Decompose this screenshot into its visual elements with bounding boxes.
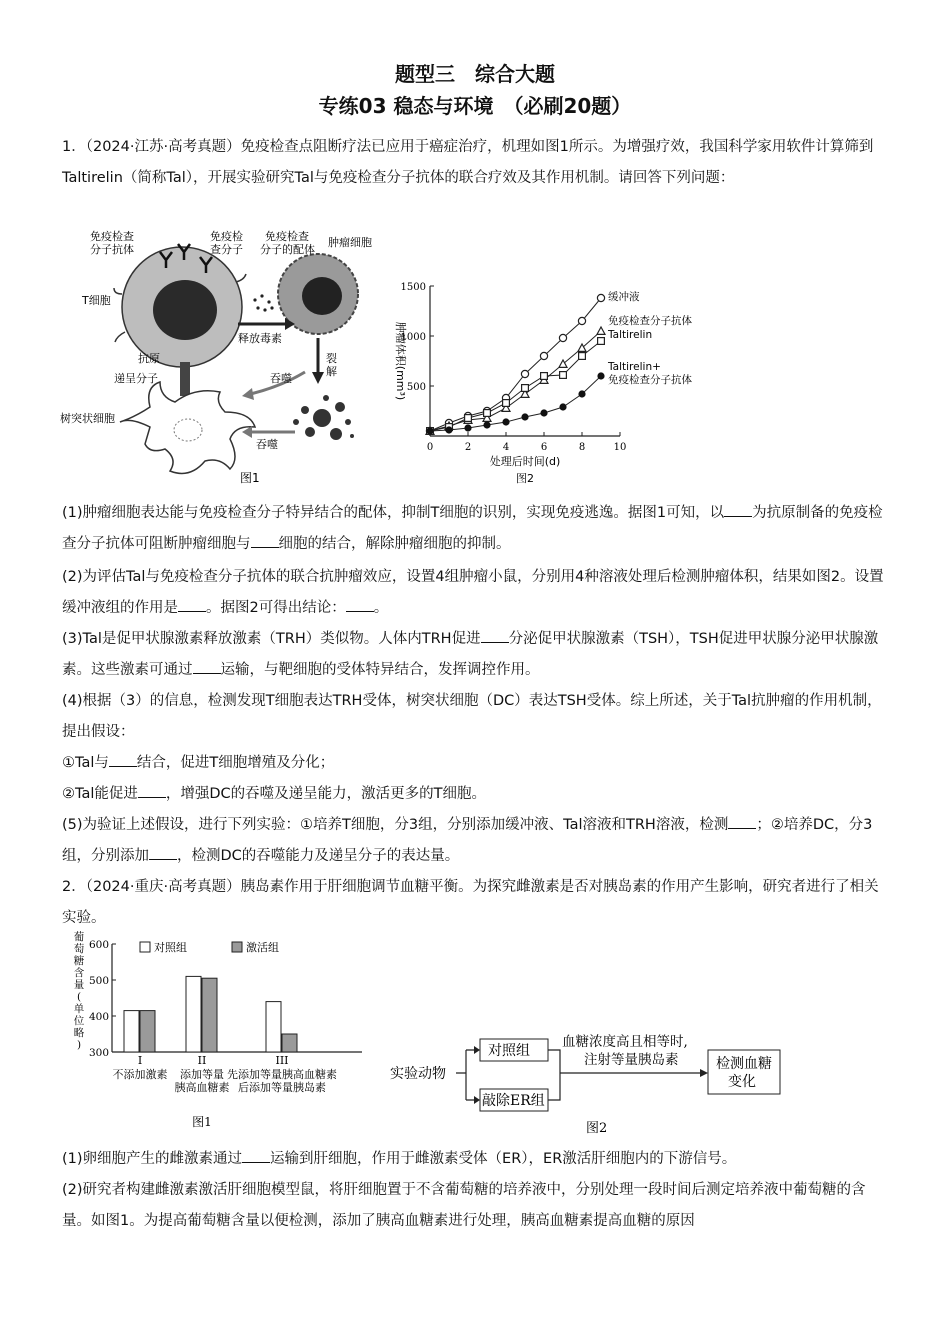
y-axis-label-char: 萄	[73, 943, 85, 955]
y-tick-label: 600	[88, 939, 109, 951]
answer-blank[interactable]	[728, 814, 756, 829]
page-subtitle: 专练03 稳态与环境 （必刷20题）	[318, 94, 632, 118]
lysis-arrowhead	[312, 372, 324, 384]
x-tick-label: 8	[578, 442, 586, 453]
q1-part-5	[62, 810, 892, 872]
question-2-intro: 2．（2024·重庆·高考真题）胰岛素作用于肝细胞调节血糖平衡。为探究雌激素是否对胰岛素的作用产生影响，研究者进行了相关实验。	[62, 879, 879, 926]
flow-condition-text-1: 血糖浓度高且相等时,	[562, 1034, 688, 1050]
label-ligand-2: 分子的配体	[260, 243, 315, 256]
legend-label: Taltirelin+	[608, 361, 661, 373]
answer-blank[interactable]	[193, 659, 221, 674]
category-description: 添加等量	[180, 1068, 224, 1081]
data-point	[521, 413, 528, 420]
q1-part-3	[62, 624, 892, 686]
category-description: 后添加等量胰岛素	[238, 1081, 326, 1094]
data-point	[559, 334, 566, 341]
category-tick-label: I	[137, 1054, 143, 1067]
x-tick-label: 0	[426, 442, 434, 453]
answer-blank[interactable]	[346, 597, 374, 612]
data-point	[464, 424, 471, 431]
data-point	[560, 372, 567, 379]
answer-blank[interactable]	[149, 845, 177, 860]
answer-blank[interactable]	[724, 502, 752, 517]
answer-blank[interactable]	[242, 1148, 270, 1163]
q1-part-1-text-c: 细胞的结合，解除肿瘤细胞的抑制。	[278, 536, 511, 552]
bar	[266, 1002, 281, 1052]
q2-part-1-text-b: 运输到肝细胞，作用于雌激素受体（ER），ER激活肝细胞内的下游信号。	[270, 1151, 737, 1167]
q1-part-5-text-b: ；②培养DC，分3组，分别添加	[62, 817, 873, 864]
lysed-cell-fragments	[293, 395, 354, 440]
figure-2-tumor-volume-chart	[385, 278, 735, 488]
label-lysis-1: 裂	[326, 352, 337, 365]
q1-part-2-text-b: 。据图2可得出结论：	[206, 600, 346, 616]
q1-part-2	[62, 562, 892, 624]
label-release-toxin: 释放毒素	[238, 332, 282, 345]
flow-start-label: 实验动物	[390, 1066, 446, 1082]
flow-arrowhead	[700, 1069, 708, 1077]
y-axis-label-char: 葡	[73, 931, 85, 943]
answer-blank[interactable]	[178, 597, 206, 612]
q1-part-3-text-b: 分泌促甲状腺激素（TSH），TSH促进甲状腺分泌甲状腺激素。这些激素可通过	[62, 631, 879, 678]
category-tick-label: II	[197, 1054, 207, 1067]
y-axis-label-char: 单	[73, 1003, 85, 1015]
x-tick-label: 4	[502, 442, 510, 453]
data-point	[579, 353, 586, 360]
answer-blank[interactable]	[138, 783, 166, 798]
q1-part-3-text-a: (3)Tal是促甲状腺激素释放激素（TRH）类似物。人体内TRH促进	[62, 631, 481, 647]
tcr-complex	[180, 362, 190, 396]
q1-part-1-text-b: 为抗原制备的免疫检查分子抗体可阻断肿瘤细胞与	[62, 505, 883, 552]
label-phagocytosis-2: 吞噬	[256, 438, 278, 451]
y-tick-label: 300	[88, 1047, 109, 1059]
data-point	[578, 317, 585, 324]
data-point	[502, 418, 509, 425]
label-antibody-1: 免疫检查	[90, 230, 134, 243]
data-point	[597, 294, 604, 301]
category-description: 不添加激素	[112, 1068, 168, 1081]
y-axis-label-char: 量	[73, 979, 85, 991]
label-presenting-molecule: 递呈分子	[114, 372, 158, 385]
category-description: 先添加等量胰高血糖素	[227, 1068, 337, 1081]
q2-part-2: (2)研究者构建雌激素激活肝细胞模型鼠，将肝细胞置于不含葡萄糖的培养液中，分别处理一段时间后测定培养液中葡萄糖的含量。如图1。为提高葡萄糖含量以便检测，添加了胰高血糖素进行处理，胰高血糖素提高血糖的原因	[62, 1182, 866, 1229]
flow-branch-lines	[456, 1050, 478, 1100]
y-axis-label: 肿瘤体积(mm³)	[394, 321, 407, 401]
x-axis-label: 处理后时间(d)	[489, 455, 561, 468]
q1-hypothesis-2	[62, 779, 892, 810]
chart-caption: 图1	[192, 1115, 212, 1129]
bar	[202, 978, 217, 1052]
answer-blank[interactable]	[251, 533, 279, 548]
data-point	[465, 415, 472, 422]
q2-part-1-text-a: (1)卵细胞产生的雌激素通过	[62, 1151, 243, 1167]
flow-box-control-label: 对照组	[488, 1043, 530, 1059]
label-tumor-cell: 肿瘤细胞	[328, 236, 372, 249]
q2-figure-1-glucose-chart	[62, 930, 372, 1135]
y-tick-label: 1500	[400, 282, 426, 293]
legend-swatch	[140, 942, 150, 952]
data-point	[598, 338, 605, 345]
t-cell-nucleus	[153, 280, 217, 340]
legend-swatch	[232, 942, 242, 952]
legend-label: 免疫检查分子抗体	[608, 315, 692, 327]
y-axis-label-char: )	[76, 1039, 82, 1051]
q1-part-5-text-c: ，检测DC的吞噬能力及递呈分子的表达量。	[177, 848, 460, 864]
answer-blank[interactable]	[109, 752, 137, 767]
flow-box-detect-label-1: 检测血糖	[716, 1056, 772, 1072]
q1-part-1	[62, 498, 892, 560]
q2-figure-2-flowchart	[388, 1028, 798, 1138]
y-tick-label: 1000	[400, 332, 426, 343]
data-point	[559, 403, 566, 410]
series-line	[430, 331, 601, 431]
tumor-cell-nucleus	[302, 277, 342, 315]
legend-label: 免疫检查分子抗体	[608, 374, 692, 386]
flow-box-detect-label-2: 变化	[728, 1074, 756, 1090]
data-point	[484, 410, 491, 417]
data-point	[483, 421, 490, 428]
phagocytosis-arrowhead-1	[242, 388, 254, 400]
data-point	[540, 409, 547, 416]
series-line	[430, 376, 601, 431]
data-point	[445, 426, 452, 433]
label-antibody-2: 分子抗体	[90, 243, 134, 256]
bar	[140, 1011, 155, 1052]
data-point	[597, 327, 605, 334]
q1-hyp-2-text-a: ②Tal能促进	[62, 786, 138, 802]
legend-label: 对照组	[154, 941, 187, 954]
q1-hyp-1-text-a: ①Tal与	[62, 755, 109, 771]
y-axis-label-char: 位	[73, 1015, 85, 1027]
answer-blank[interactable]	[481, 628, 509, 643]
page-title: 题型三 综合大题	[395, 62, 555, 86]
data-point	[541, 373, 548, 380]
y-tick-label: 400	[88, 1011, 109, 1023]
label-lysis-2: 解	[326, 365, 337, 378]
dendritic-cell-nucleus	[174, 419, 202, 441]
data-point	[597, 372, 604, 379]
data-point	[521, 370, 528, 377]
label-t-cell: T细胞	[82, 294, 111, 307]
y-axis-label-char: (	[76, 991, 82, 1003]
data-point	[522, 385, 529, 392]
q1-part-1-text-a: (1)肿瘤细胞表达能与免疫检查分子特异结合的配体，抑制T细胞的识别，实现免疫逃逸。据图1可知，以	[62, 505, 725, 521]
legend-label: Taltirelin	[608, 329, 653, 341]
legend-label: 缓冲液	[608, 291, 640, 303]
flow-arrowhead	[474, 1096, 480, 1104]
bar	[282, 1034, 297, 1052]
label-ligand-1: 免疫检查	[265, 230, 309, 243]
q1-part-3-text-c: 运输，与靶细胞的受体特异结合，发挥调控作用。	[220, 662, 540, 678]
category-tick-label: III	[275, 1054, 289, 1067]
flow-arrowhead	[474, 1046, 480, 1054]
label-checkpoint-1: 免疫检	[210, 230, 243, 243]
figure-1-caption: 图1	[240, 471, 260, 485]
chart-caption: 图2	[516, 472, 534, 485]
data-point	[578, 390, 585, 397]
data-point	[426, 427, 433, 434]
y-tick-label: 500	[406, 382, 426, 393]
y-axis-label-char: 含	[73, 967, 85, 979]
q1-hyp-2-text-b: ，增强DC的吞噬及递呈能力，激活更多的T细胞。	[165, 786, 487, 802]
figure-1-mechanism-diagram	[60, 222, 390, 492]
bar	[124, 1011, 139, 1052]
label-phagocytosis-1: 吞噬	[270, 372, 292, 385]
bar	[186, 976, 201, 1052]
flow-figure-caption: 图2	[586, 1121, 608, 1136]
label-checkpoint-2: 查分子	[210, 243, 243, 256]
y-tick-label: 500	[88, 975, 109, 987]
flow-condition-text-2: 注射等量胰岛素	[584, 1052, 679, 1068]
x-tick-label: 6	[540, 442, 548, 453]
q1-part-5-text-a: (5)为验证上述假设，进行下列实验：①培养T细胞，分3组，分别添加缓冲液、Tal溶液和TRH溶液，检测	[62, 817, 729, 833]
q1-hyp-1-text-b: 结合，促进T细胞增殖及分化；	[136, 755, 335, 771]
label-dendritic-cell: 树突状细胞	[60, 412, 115, 425]
legend-label: 激活组	[246, 941, 279, 954]
x-tick-label: 10	[613, 442, 627, 453]
y-axis-label-char: 糖	[73, 955, 85, 967]
y-axis-label-char: 略	[73, 1027, 85, 1039]
question-1-intro: 1．（2024·江苏·高考真题）免疫检查点阻断疗法已应用于癌症治疗，机理如图1所示。为增强疗效，我国科学家用软件计算筛到Taltirelin（简称Tal），开展实验研究Tal与免疫检查分子抗体的联合疗效及其作用机制。请回答下列问题：	[62, 139, 874, 186]
category-description: 胰高血糖素	[174, 1081, 230, 1094]
q1-part-2-text-c: 。	[373, 600, 389, 616]
q1-part-2-text-a: (2)为评估Tal与免疫检查分子抗体的联合抗肿瘤效应，设置4组肿瘤小鼠，分别用4种溶液处理后检测肿瘤体积，结果如图2。设置缓冲液组的作用是	[62, 569, 884, 616]
q1-part-4: (4)根据（3）的信息，检测发现T细胞表达TRH受体，树突状细胞（DC）表达TSH受体。综上所述，关于Tal抗肿瘤的作用机制，提出假设：	[62, 693, 882, 740]
data-point	[503, 400, 510, 407]
flow-box-er-knockout-label: 敲除ER组	[482, 1093, 545, 1109]
toxin-dots	[253, 294, 273, 311]
data-point	[540, 352, 547, 359]
label-antigen: 抗原	[138, 352, 160, 365]
q2-part-1	[62, 1144, 892, 1175]
x-tick-label: 2	[464, 442, 472, 453]
series-line	[430, 298, 601, 431]
q1-hypothesis-1	[62, 748, 892, 779]
